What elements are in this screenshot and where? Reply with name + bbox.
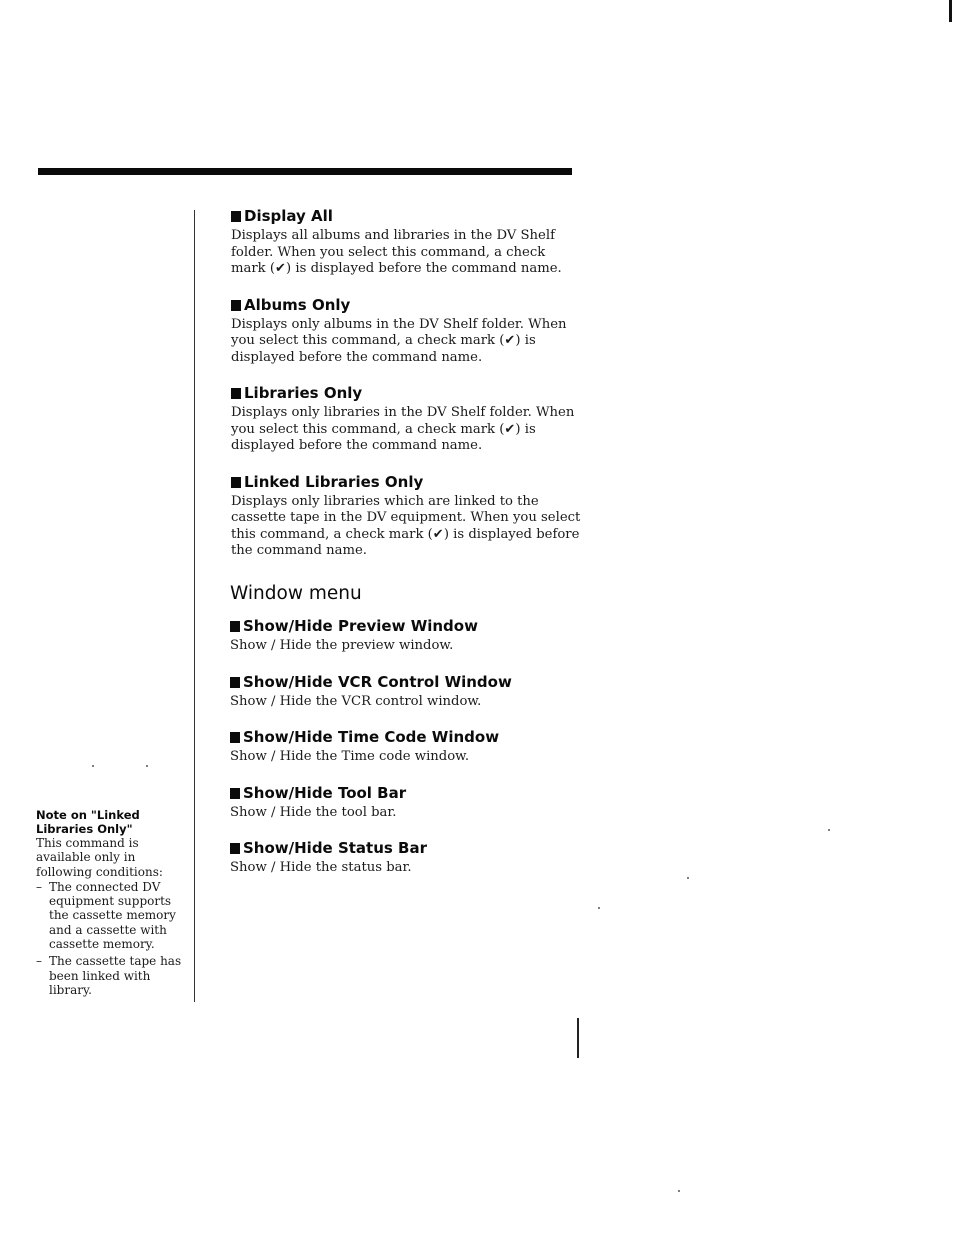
menu-entry-linked-libraries-only — [231, 472, 581, 560]
entry-description: Displays only libraries which are linked to the cassette tape in the DV equipment. When you select this command, a check mark (✔) is displayed before the command name. — [231, 493, 581, 558]
menu-entry-display-all — [231, 206, 581, 278]
entry-heading: Show/Hide VCR Control Window — [230, 672, 590, 692]
note-conditions-list — [36, 880, 188, 997]
entry-heading: Albums Only — [231, 295, 581, 315]
square-bullet-icon — [231, 300, 241, 311]
note-title: Note on "Linked Libraries Only" — [36, 808, 140, 836]
square-bullet-icon — [230, 732, 240, 743]
entry-description: Show / Hide the tool bar. — [230, 804, 397, 820]
view-menu-section — [231, 206, 581, 577]
entry-heading: Show/Hide Status Bar — [230, 838, 590, 858]
scan-speck — [146, 765, 148, 767]
margin-line — [577, 1018, 579, 1058]
entry-description: Displays only libraries in the DV Shelf folder. When you select this command, a check mark (✔) is displayed before the command name. — [231, 405, 575, 453]
scan-speck — [828, 829, 830, 831]
menu-entry-status-bar — [230, 838, 590, 877]
scan-speck — [687, 877, 689, 879]
scan-speck — [678, 1190, 680, 1192]
list-item: – The cassette tape has been linked with library. — [36, 954, 188, 997]
square-bullet-icon — [231, 477, 241, 488]
note-intro: This command is available only in following conditions: — [36, 836, 163, 879]
entry-heading: Show/Hide Preview Window — [230, 616, 590, 636]
entry-description: Show / Hide the Time code window. — [230, 749, 470, 764]
top-rule — [38, 168, 572, 175]
menu-entry-time-code-window — [230, 727, 590, 766]
square-bullet-icon — [230, 843, 240, 854]
square-bullet-icon — [230, 788, 240, 799]
list-item: – The connected DV equipment supports the cassette memory and a cassette with cassette memory. — [36, 880, 188, 951]
window-menu-section — [230, 582, 590, 894]
square-bullet-icon — [230, 621, 240, 632]
menu-entry-albums-only — [231, 295, 581, 367]
entry-heading: Show/Hide Tool Bar — [230, 783, 590, 803]
scan-speck — [598, 907, 600, 909]
square-bullet-icon — [231, 211, 241, 222]
entry-description: Show / Hide the status bar. — [230, 860, 412, 875]
entry-heading: Show/Hide Time Code Window — [230, 727, 590, 747]
entry-description: Show / Hide the VCR control window. — [230, 693, 482, 709]
entry-description: Show / Hide the preview window. — [230, 638, 454, 653]
scan-speck — [92, 765, 94, 767]
square-bullet-icon — [231, 388, 241, 399]
entry-heading: Libraries Only — [231, 383, 581, 403]
menu-entry-vcr-control-window — [230, 672, 590, 711]
entry-description: Displays all albums and libraries in the DV Shelf folder. When you select this command, a check mark (✔) is displayed before the command name. — [231, 228, 562, 276]
edge-mark — [949, 0, 952, 22]
entry-description: Displays only albums in the DV Shelf folder. When you select this command, a check mark (✔) is displayed before the command name. — [231, 316, 567, 365]
entry-heading: Display All — [231, 206, 581, 226]
square-bullet-icon — [230, 677, 240, 688]
menu-entry-preview-window — [230, 616, 590, 655]
section-title: Window menu — [230, 583, 362, 604]
menu-entry-tool-bar — [230, 783, 590, 822]
side-note — [36, 808, 188, 1000]
menu-entry-libraries-only — [231, 383, 581, 455]
entry-heading: Linked Libraries Only — [231, 472, 581, 492]
column-divider — [194, 210, 195, 1002]
